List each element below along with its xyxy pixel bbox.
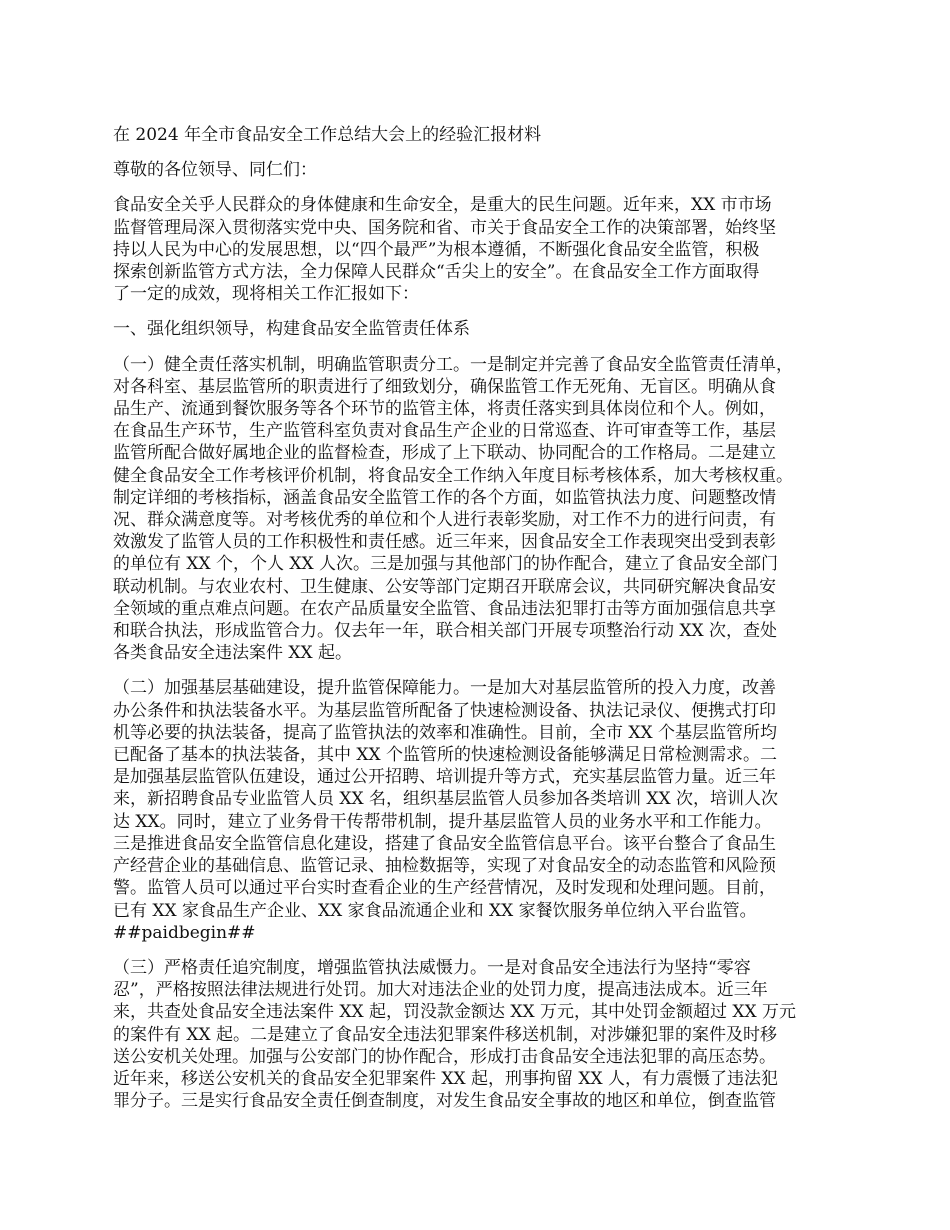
paragraph-3: （三）严格责任追究制度，增强监管执法威慑力。一是对食品安全违法行为坚持“零容 忍”，严格按照法律法规进行处罚。加大对违法企业的处罚力度，提高违法成本。近三年 来，共查处食品安全违法案件 XX 起，罚没款金额达 XX 万元，其中处罚金额超过 XX 万元 的案件有 XX 起。二是建立了食品安全违法犯罪案件移送机制，对涉嫌犯罪的案件及时移 送公安机关处理。加强与公安部门的协作配合，形成打击食品安全违法犯罪的高压态势。 近年来，移送公安机关的食品安全犯罪案件 XX 起，刑事拘留 XX 人，有力震慑了违法犯 罪分子。三是实行食品安全责任倒查制度，对发生食品安全事故的地区和单位，倒查监管 — [113, 957, 797, 1112]
paragraph-2: （二）加强基层基础建设，提升监管保障能力。一是加大对基层监管所的投入力度，改善 办公条件和执法装备水平。为基层监管所配备了快速检测设备、执法记录仪、便携式打印 机等必要的执法装备，提高了监管执法的效率和准确性。目前，全市 XX 个基层监管所均 已配备了基本的执法装备，其中 XX 个监管所的快速检测设备能够满足日常检测需求。二 是加强基层监管队伍建设，通过公开招聘、培训提升等方式，充实基层监管力量。近三年 来，新招聘食品专业监管人员 XX 名，组织基层监管人员参加各类培训 XX 次，培训人次 达 XX。同时，建立了业务骨干传帮带机制，提升基层监管人员的业务水平和工作能力。 三是推进食品安全监管信息化建设，搭建了食品安全监管信息平台。该平台整合了食品生 产经营企业的基础信息、监管记录、抽检数据等，实现了对食品安全的动态监管和风险预 警。监管人员可以通过平台实时查看企业的生产经营情况，及时发现和处理问题。目前， 已有 XX 家食品生产企业、XX 家食品流通企业和 XX 家餐饮服务单位纳入平台监管。 ##paidbegin## — [113, 678, 779, 943]
paragraph-1: （一）健全责任落实机制，明确监管职责分工。一是制定并完善了食品安全监管责任清单， 对各科室、基层监管所的职责进行了细致划分，确保监管工作无死角、无盲区。明确从食 品生产、流通到餐饮服务等各个环节的监管主体，将责任落实到具体岗位和个人。例如， 在食品生产环节，生产监管科室负责对食品生产企业的日常巡查、许可审查等工作，基层 监管所配合做好属地企业的监督检查，形成了上下联动、协同配合的工作格局。二是建立 健全食品安全工作考核评价机制，将食品安全工作纳入年度目标考核体系，加大考核权重。 制定详细的考核指标，涵盖食品安全监管工作的各个方面，如监管执法力度、问题整改情 况、群众满意度等。对考核优秀的单位和个人进行表彰奖励，对工作不力的进行问责，有 效激发了监管人员的工作积极性和责任感。近三年来，因食品安全工作表现突出受到表彰 的单位有 XX 个，个人 XX 人次。三是加强与其他部门的协作配合，建立了食品安全部门 联动机制。与农业农村、卫生健康、公安等部门定期召开联席会议，共同研究解决食品安 全领域的重点难点问题。在农产品质量安全监管、食品违法犯罪打击等方面加强信息共享 和联合执法，形成监管合力。仅去年一年，联合相关部门开展专项整治行动 XX 次，查处 各类食品安全违法案件 XX 起。 — [113, 354, 793, 664]
salutation: 尊敬的各位领导、同仁们： — [113, 160, 317, 181]
document-body — [113, 124, 853, 1125]
document-title: 在 2024 年全市食品安全工作总结大会上的经验汇报材料 — [113, 125, 542, 145]
section-heading-1: 一、强化组织领导，构建食品安全监管责任体系 — [113, 319, 470, 340]
intro-paragraph: 食品安全关乎人民群众的身体健康和生命安全，是重大的民生问题。近年来，XX 市市场 监督管理局深入贯彻落实党中央、国务院和省、市关于食品安全工作的决策部署，始终坚 持以人民为中心的发展思想，以“四个最严”为根本遵循，不断强化食品安全监管，积极 探索创新监管方式方法，全力保障人民群众“舌尖上的安全”。在食品安全工作方面取得 了一定的成效，现将相关工作汇报如下： — [113, 195, 776, 305]
